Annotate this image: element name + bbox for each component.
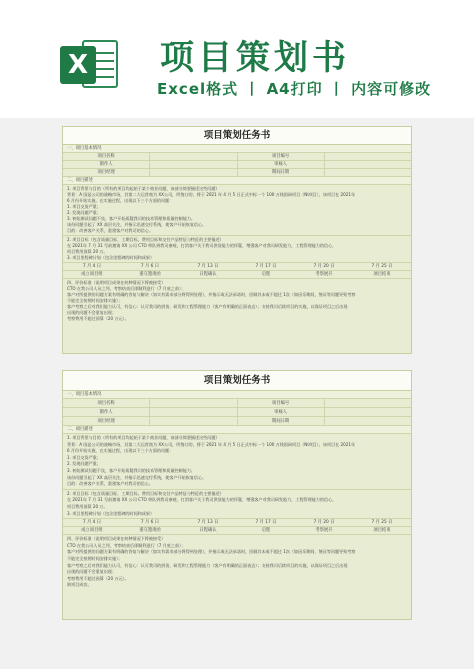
section-basic: 一、项目基本情况 [63, 145, 411, 153]
text-line: 四、评价标准（说明项目成果在何种情况下将被接受） [67, 280, 166, 285]
text-line: 1. 项目背景与目的（所有的项目均起始于某个商业问题，该部分简要描述这些问题） [67, 435, 220, 440]
text-line: 3. 项目里程碑计划（包含里程碑的时间和成果） [67, 255, 155, 260]
basic-row [63, 399, 411, 408]
milestone-items [63, 527, 411, 535]
text-line: 不能完全按照时间安排实施）； [67, 298, 123, 303]
milestone-item: 递交邀请函 [139, 528, 161, 534]
milestone-item: 启程 [261, 528, 271, 534]
text-line: 2. 发现问题严重； [67, 461, 101, 467]
cell-value[interactable] [325, 161, 411, 168]
milestone-item: 日程确认 [199, 272, 217, 277]
text-line: 2. 项目目标（包含质量目标，工期目标，费用目标和交付产品特征与特征的主要描述） [67, 490, 224, 496]
cell-label: 项目名称 [63, 153, 150, 160]
section-desc: 二、项目描述 [63, 426, 411, 434]
milestone-date: 7 月 17 日 [255, 520, 277, 526]
basic-row [63, 169, 411, 177]
text-line: 出现的问题不会重复出现； [67, 310, 117, 315]
excel-icon [60, 36, 120, 92]
text-line: 目的：改善客户关系，重建客户对我司的信心。 [67, 481, 153, 487]
cell-value[interactable] [150, 153, 237, 160]
text-line: 1. 项目交货严重； [67, 204, 101, 209]
text-line: 2. 项目目标（包含质量目标，工期目标，费用目标和交付产品特征与特征的主要描述） [67, 237, 224, 242]
basic-row [63, 153, 411, 161]
cell-label: 项目编号 [238, 153, 325, 160]
eval-block [63, 279, 411, 323]
milestone-item: 启程 [261, 272, 271, 277]
cell-value[interactable] [150, 408, 237, 416]
text-line: 项目费用预算 20 万。 [67, 503, 108, 509]
milestone-date: 7 月 4 日 [82, 264, 102, 269]
text-line: 2. 发现问题严重； [67, 210, 101, 215]
doc-title: 项目策划任务书 [63, 371, 411, 391]
cell-value[interactable] [150, 169, 237, 176]
milestone-date: 7 月 13 日 [197, 264, 219, 269]
milestone-date: 7 月 4 日 [82, 520, 102, 526]
cell-label: 项目编号 [238, 399, 325, 407]
text-line: 考察费用不超过预算（20 万元）。 [67, 316, 129, 321]
cell-value[interactable] [325, 153, 411, 160]
cell-value[interactable] [150, 417, 237, 425]
text-line: 该份问题引起了 XX 高层关注，并指示迅速交付系统，使客户开始恢复信心。 [67, 474, 207, 480]
milestone-dates [63, 263, 411, 271]
cell-value[interactable] [325, 399, 411, 407]
banner [0, 0, 474, 118]
milestone-item: 成立项目组 [81, 528, 103, 534]
eval-block [63, 535, 411, 590]
background-block [63, 434, 411, 490]
text-line: 1. 项目背景与目的（所有的项目均起始于某个商业问题，该部分简要描述这些问题） [67, 186, 220, 191]
basic-row [63, 417, 411, 426]
cell-label: 审核人 [238, 161, 325, 168]
text-line: 客户对所提供的问题方案有明确的答复与解决（如实有需求部分将得到处理），并指示或无法承诺时，回顾其未或不超过 1次（如因乐期间，签证等问题导致考察 [67, 549, 356, 555]
text-line: 6 月份开始实施，在实施过程，出现以下三个方面的问题： [67, 448, 174, 454]
text-line: 在 2021年 7 月 31 号前邀请 XX 公司 CTO 带队到我司参观，打消客户关于我司供货能力的怀疑，增强客户对我司研发能力，工程管理能力的信心， [67, 243, 337, 248]
text-line: 3. 初始测试问题不良，客户开始质疑我司的技术管理和质量控制能力。 [67, 467, 196, 473]
text-line: 背景：A 国是公司的战略市场，其第二大运营商为 XX公司，所签订的，将于 2021 年 4 月 5 日正式中标一个 100 万线固网项目（NI项目），该项目在 2021年 [67, 441, 356, 447]
goal-block [63, 490, 411, 519]
text-line: 3. 初始测试问题不良，客户开始质疑我司的技术管理和质量控制能力。 [67, 216, 196, 221]
text-line: CTO 在我公司人员之列，考察结束后即顺利进行（7 月底之前）； [67, 542, 186, 548]
text-line: 客户考察之后对我们能力认可，有信心：认可我司的供货、研发和工程管理能力（客户有明确的正面表态）；支持我司后续项目的实施，以保证项目之后出现 [67, 304, 348, 309]
document-page-2 [62, 370, 412, 620]
milestone-item: 递交邀请函 [139, 272, 161, 277]
cell-label: 项目经理 [63, 417, 150, 425]
text-line: 客户考察之后对我们能力认可，有信心：认可我司的供货、研发和工程管理能力（客户有明确的正面表态）；支持我司后续项目的实施，以保证项目之后出现 [67, 562, 348, 568]
text-line: 目的：改善客户关系，重建客户对我司的信心。 [67, 228, 153, 233]
milestone-dates [63, 519, 411, 527]
milestone-item: 成立项目组 [81, 272, 103, 277]
text-line: 3. 项目里程碑计划（包含里程碑的时间和成果） [67, 510, 155, 516]
section-desc: 二、项目描述 [63, 177, 411, 185]
cell-label: 制作人 [63, 161, 150, 168]
milestone-date: 7 月 6 日 [140, 264, 160, 269]
text-line: 6 月份开始实施，在实施过程，出现以下三个方面的问题： [67, 198, 174, 203]
section-basic: 一、项目基本情况 [63, 391, 411, 399]
banner-subtitle: Excel格式 丨 A4打印 丨 内容可修改 [157, 80, 432, 98]
cell-label: 期间日期 [238, 169, 325, 176]
text-line: 出现的问题不会重复出现； [67, 569, 117, 575]
basic-row [63, 161, 411, 169]
text-line: 不能完全按照时间安排实施）； [67, 555, 123, 561]
text-line: 考察费用不超过预算（20 万元）。 [67, 575, 129, 581]
goal-block [63, 236, 411, 263]
cell-label: 审核人 [238, 408, 325, 416]
milestone-items [63, 271, 411, 279]
banner-title: 项目策划书 [160, 38, 350, 78]
cell-label: 项目经理 [63, 169, 150, 176]
milestone-item: 项目结束 [373, 528, 391, 534]
background-block [63, 185, 411, 236]
text-line: 背景：A 国是公司的战略市场，其第二大运营商为 XX公司，所签订的，将于 2021 年 4 月 5 日正式中标一个 100 万线固网项目（NI项目），该项目在 2021年 [67, 192, 356, 197]
cell-value[interactable] [325, 408, 411, 416]
cell-label: 制作人 [63, 408, 150, 416]
text-line: 1. 项目交货严重； [67, 454, 101, 460]
text-line: CTO 在我公司人员之列，考察结束后即顺利进行（7 月底之前）； [67, 286, 186, 291]
milestone-date: 7 月 25 日 [371, 520, 393, 526]
milestone-item: 日程确认 [199, 528, 217, 534]
excel-letter: X [60, 46, 96, 84]
cell-value[interactable] [150, 399, 237, 407]
cell-value[interactable] [325, 417, 411, 425]
milestone-item: 考察展开 [315, 272, 333, 277]
cell-value[interactable] [150, 161, 237, 168]
text-line: 项目费用预算 20 万。 [67, 249, 108, 254]
basic-row [63, 408, 411, 417]
document-page-1 [62, 126, 412, 354]
milestone-item: 考察展开 [315, 528, 333, 534]
text-line: 该份问题引起了 XX 高层关注，并指示迅速交付系统，使客户开始恢复信心。 [67, 222, 207, 227]
cell-label: 期间日期 [238, 417, 325, 425]
text-line: 四、评价标准（说明项目成果在何种情况下将被接受） [67, 536, 166, 542]
text-line: 在 2021年 7 月 31 号前邀请 XX 公司 CTO 带队到我司参观，打消客户关于我司供货能力的怀疑，增强客户对我司研发能力，工程管理能力的信心， [67, 497, 337, 503]
milestone-date: 7 月 25 日 [371, 264, 393, 269]
milestone-item: 项目结束 [373, 272, 391, 277]
milestone-date: 7 月 17 日 [255, 264, 277, 269]
text-line: 则项目成功。 [67, 582, 92, 588]
milestone-date: 7 月 20 日 [313, 520, 335, 526]
cell-value[interactable] [325, 169, 411, 176]
milestone-date: 7 月 13 日 [197, 520, 219, 526]
doc-title: 项目策划任务书 [63, 127, 411, 145]
text-line: 客户对所提供的问题方案有明确的答复与解决（如实有需求部分将得到处理），并指示或无法承诺时，回顾其未或不超过 1次（如因乐期间，签证等问题导致考察 [67, 292, 356, 297]
milestone-date: 7 月 6 日 [140, 520, 160, 526]
milestone-date: 7 月 20 日 [313, 264, 335, 269]
cell-label: 项目名称 [63, 399, 150, 407]
